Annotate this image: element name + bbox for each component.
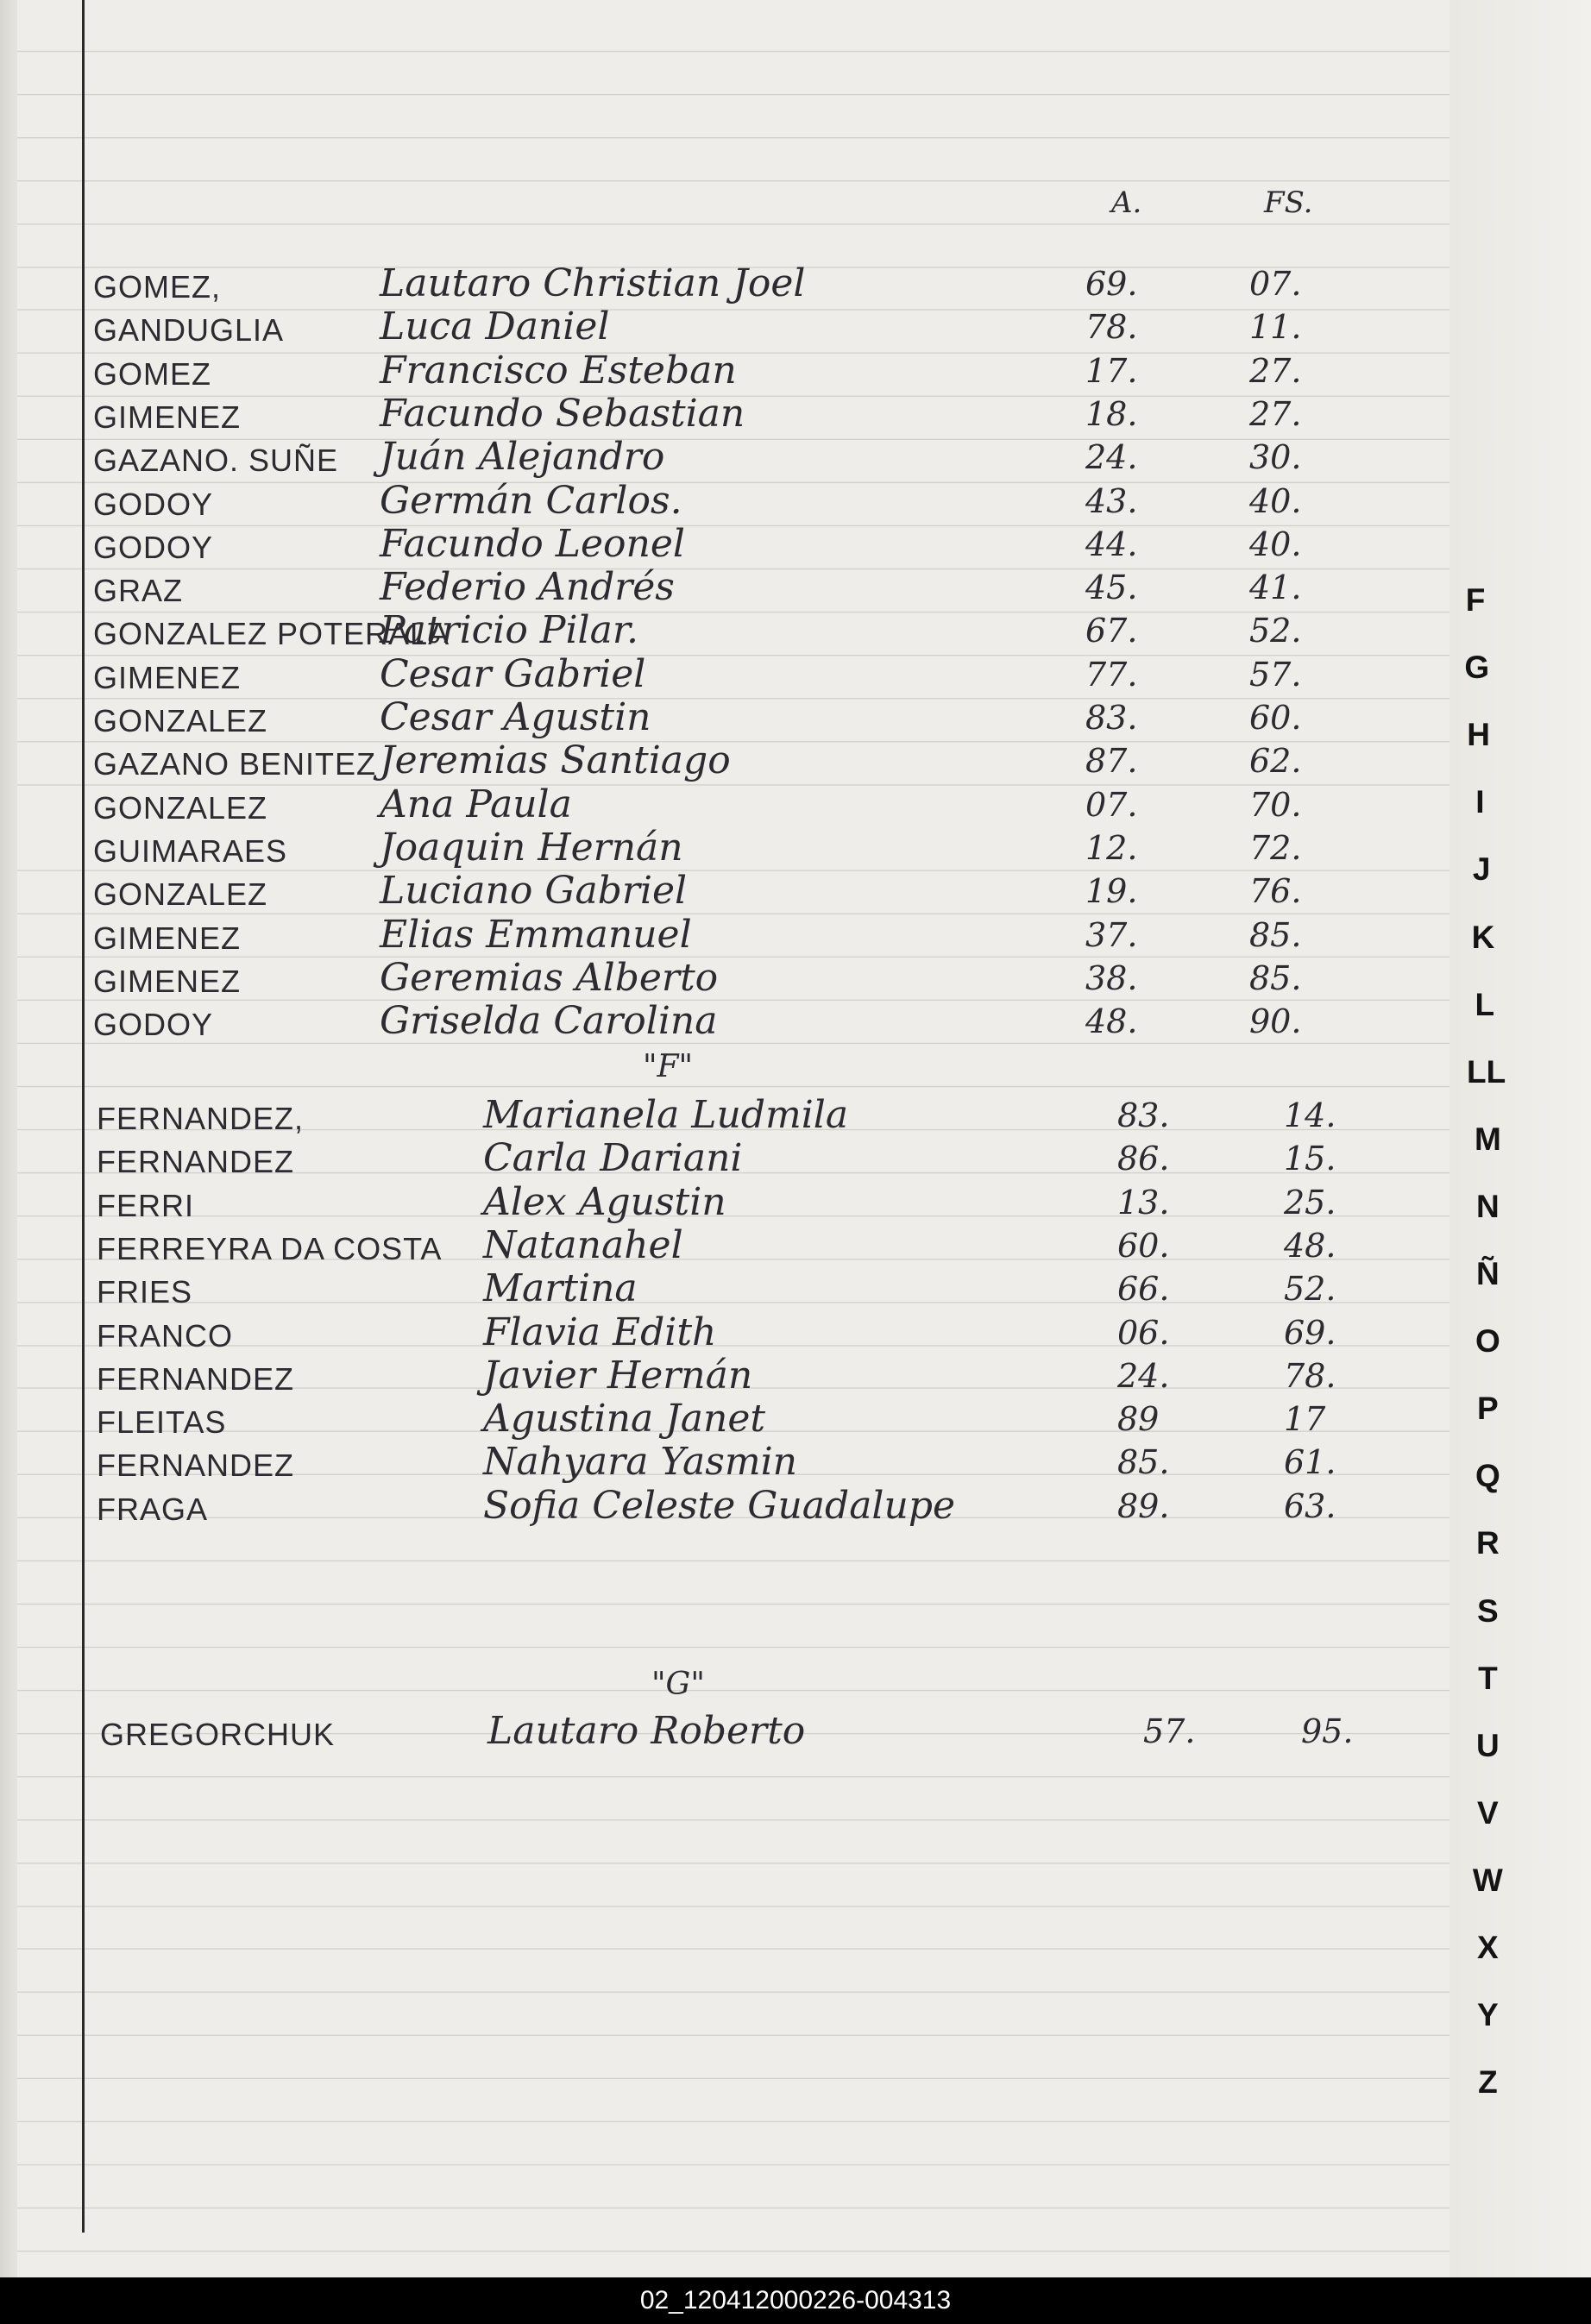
entry-number-fs: 69. (1284, 1313, 1336, 1352)
entry-number-a: 83. (1117, 1096, 1170, 1134)
entry-number-fs: 52. (1249, 612, 1302, 650)
entry-given-names: Germán Carlos. (380, 478, 682, 523)
entry-given-names: Elias Emmanuel (380, 912, 692, 957)
entry-number-fs: 95. (1301, 1712, 1354, 1750)
entry-given-names: Geremias Alberto (380, 955, 719, 1000)
entry-number-a: 07. (1085, 785, 1138, 824)
entry-given-names: Nahyara Yasmin (483, 1440, 797, 1485)
entry-number-fs: 60. (1249, 699, 1302, 737)
entry-surname: GONZALEZ (93, 876, 268, 913)
index-tab-w: W (1472, 1862, 1503, 1898)
entry-surname: FERREYRA DA COSTA (97, 1230, 443, 1266)
entry-given-names: Natanahel (483, 1222, 683, 1267)
binding-edge (0, 0, 19, 2277)
entry-surname: GODOY (93, 1007, 214, 1043)
section-marker-f: "F" (643, 1049, 694, 1084)
entry-number-a: 38. (1085, 958, 1138, 997)
entry-number-a: 44. (1085, 524, 1138, 563)
entry-surname: FRIES (97, 1274, 193, 1310)
entry-number-a: 66. (1117, 1270, 1170, 1309)
entry-surname: GOMEZ, (93, 269, 221, 305)
image-footer (0, 2277, 1591, 2324)
entry-given-names: Lautaro Christian Joel (380, 261, 806, 305)
entry-given-names: Luca Daniel (380, 305, 610, 349)
entry-surname: FERNANDEZ (97, 1448, 295, 1484)
index-tab-s: S (1477, 1592, 1499, 1629)
column-header-fs: FS. (1264, 185, 1313, 220)
entry-number-fs: 62. (1249, 742, 1302, 781)
entry-number-fs: 40. (1249, 524, 1302, 563)
entry-surname: GODOY (93, 529, 214, 565)
entry-given-names: Ana Paula (380, 782, 572, 826)
entry-surname: GIMENEZ (93, 399, 242, 435)
entry-number-fs: 57. (1249, 655, 1302, 694)
entry-given-names: Sofia Celeste Guadalupe (483, 1483, 956, 1528)
entry-surname: GONZALEZ (93, 789, 268, 826)
index-tab-p: P (1477, 1391, 1499, 1427)
entry-surname: FERRI (97, 1187, 194, 1223)
entry-number-a: 06. (1117, 1313, 1170, 1352)
entry-number-fs: 70. (1249, 785, 1302, 824)
entry-given-names: Alex Agustin (483, 1179, 726, 1224)
entry-surname: GIMENEZ (93, 659, 242, 695)
entry-surname: FERNANDEZ, (97, 1101, 305, 1136)
entry-surname: GIMENEZ (93, 963, 242, 999)
entry-number-a: 13. (1117, 1183, 1170, 1222)
entry-number-a: 24. (1085, 438, 1138, 477)
entry-given-names: Martina (483, 1266, 638, 1311)
entry-given-names: Cesar Gabriel (380, 651, 646, 696)
entry-number-fs: 40. (1249, 481, 1302, 520)
entry-given-names: Flavia Edith (483, 1310, 717, 1354)
entry-given-names: Joaquin Hernán (380, 825, 683, 870)
entry-number-a: 86. (1117, 1140, 1170, 1178)
entry-number-fs: 52. (1284, 1270, 1336, 1309)
entry-number-a: 87. (1085, 742, 1138, 781)
entry-number-fs: 27. (1249, 351, 1302, 390)
entry-given-names: Luciano Gabriel (380, 869, 688, 914)
entry-number-a: 57. (1143, 1712, 1196, 1750)
entry-surname: GRAZ (93, 573, 184, 609)
index-tab-r: R (1476, 1525, 1500, 1561)
entry-number-a: 69. (1085, 265, 1138, 303)
section-marker-g: "G" (651, 1667, 705, 1702)
entry-number-a: 83. (1085, 699, 1138, 737)
entry-number-a: 18. (1085, 394, 1138, 433)
entry-number-fs: 07. (1249, 265, 1302, 303)
index-tab-v: V (1477, 1794, 1499, 1831)
entry-surname: FRANCO (97, 1317, 233, 1354)
entry-number-a: 12. (1085, 828, 1138, 867)
index-tab-z: Z (1478, 2064, 1498, 2101)
index-tab-l: L (1475, 986, 1495, 1022)
entry-given-names: Facundo Sebastian (380, 391, 745, 436)
index-tab-x: X (1477, 1930, 1499, 1965)
entry-given-names: Javier Hernán (483, 1353, 753, 1398)
entry-number-fs: 63. (1284, 1486, 1336, 1525)
entry-number-a: 85. (1117, 1443, 1170, 1482)
entry-number-a: 78. (1085, 308, 1138, 347)
entry-surname: GUIMARAES (93, 832, 288, 869)
index-tab-t: T (1478, 1660, 1498, 1696)
index-tab-i: I (1475, 784, 1485, 820)
entry-given-names: Griselda Carolina (380, 999, 718, 1044)
index-tab-y: Y (1477, 1997, 1499, 2033)
index-tab-g: G (1464, 650, 1490, 686)
entry-given-names: Marianela Ludmila (483, 1093, 849, 1137)
margin-line (82, 0, 85, 2233)
entry-given-names: Jeremias Santiago (380, 738, 731, 783)
entry-surname: GAZANO BENITEZ (93, 746, 377, 782)
entry-surname: FERNANDEZ (97, 1144, 295, 1180)
entry-number-fs: 72. (1249, 828, 1302, 867)
entry-number-fs: 61. (1284, 1443, 1336, 1482)
entry-number-a: 24. (1117, 1356, 1170, 1395)
entry-number-a: 89 (1117, 1400, 1160, 1439)
entry-number-fs: 25. (1284, 1183, 1336, 1222)
entry-surname: GODOY (93, 486, 214, 522)
entry-given-names: Carla Dariani (483, 1136, 743, 1181)
entry-number-fs: 85. (1249, 915, 1302, 954)
entry-surname: GOMEZ (93, 355, 211, 392)
index-tab-o: O (1475, 1323, 1500, 1360)
entry-number-a: 60. (1117, 1226, 1170, 1265)
entry-number-fs: 78. (1284, 1356, 1336, 1395)
entry-number-a: 17. (1085, 351, 1138, 390)
entry-number-fs: 90. (1249, 1002, 1302, 1041)
index-tab-q: Q (1475, 1458, 1500, 1494)
entry-given-names: Agustina Janet (483, 1397, 766, 1442)
entry-number-fs: 30. (1249, 438, 1302, 477)
entry-number-fs: 15. (1284, 1140, 1336, 1178)
entry-number-a: 43. (1085, 481, 1138, 520)
index-tab-h: H (1467, 717, 1490, 753)
entry-given-names: Lautaro Roberto (487, 1709, 806, 1753)
entry-number-fs: 41. (1249, 568, 1302, 607)
image-id-caption: 02_120412000226-004313 (639, 2286, 952, 2315)
entry-given-names: Facundo Leonel (380, 521, 685, 566)
entry-surname: FERNANDEZ (97, 1360, 295, 1397)
entry-surname: GONZALEZ POTERALA (93, 616, 450, 652)
entry-surname: FLEITAS (97, 1404, 227, 1441)
index-tab-ll: LL (1466, 1053, 1506, 1090)
entry-given-names: Francisco Esteban (380, 348, 737, 393)
entry-given-names: Federio Andrés (380, 565, 675, 610)
entry-surname: GAZANO. SUÑE (93, 443, 339, 479)
entry-surname: GIMENEZ (93, 920, 242, 956)
entry-number-fs: 17 (1284, 1400, 1326, 1439)
entry-number-a: 48. (1085, 1002, 1138, 1041)
index-tab-u: U (1476, 1727, 1500, 1763)
entry-number-a: 45. (1085, 568, 1138, 607)
index-tab-m: M (1474, 1121, 1501, 1157)
index-tab-f: F (1465, 582, 1486, 618)
entry-surname: GANDUGLIA (93, 312, 285, 349)
index-tab-n: N (1476, 1188, 1500, 1224)
index-tab-ñ: Ñ (1476, 1256, 1500, 1291)
entry-surname: GREGORCHUK (100, 1717, 336, 1752)
entry-given-names: Juán Alejandro (380, 435, 665, 480)
entry-number-fs: 14. (1284, 1096, 1336, 1134)
entry-given-names: Cesar Agustin (380, 695, 651, 739)
entry-number-fs: 27. (1249, 394, 1302, 433)
entry-number-fs: 85. (1249, 958, 1302, 997)
entry-number-fs: 11. (1249, 308, 1302, 347)
entry-given-names: Patricio Pilar. (380, 608, 639, 653)
index-tab-k: K (1471, 919, 1495, 955)
entry-number-a: 37. (1085, 915, 1138, 954)
index-tab-j: J (1472, 851, 1491, 888)
entry-number-a: 67. (1085, 612, 1138, 650)
entry-number-a: 89. (1117, 1486, 1170, 1525)
entry-number-a: 77. (1085, 655, 1138, 694)
entry-number-fs: 48. (1284, 1226, 1336, 1265)
entry-number-a: 19. (1085, 872, 1138, 911)
entry-surname: FRAGA (97, 1491, 209, 1527)
entry-surname: GONZALEZ (93, 703, 268, 738)
column-header-a: A. (1111, 185, 1142, 220)
entry-number-fs: 76. (1249, 872, 1302, 911)
